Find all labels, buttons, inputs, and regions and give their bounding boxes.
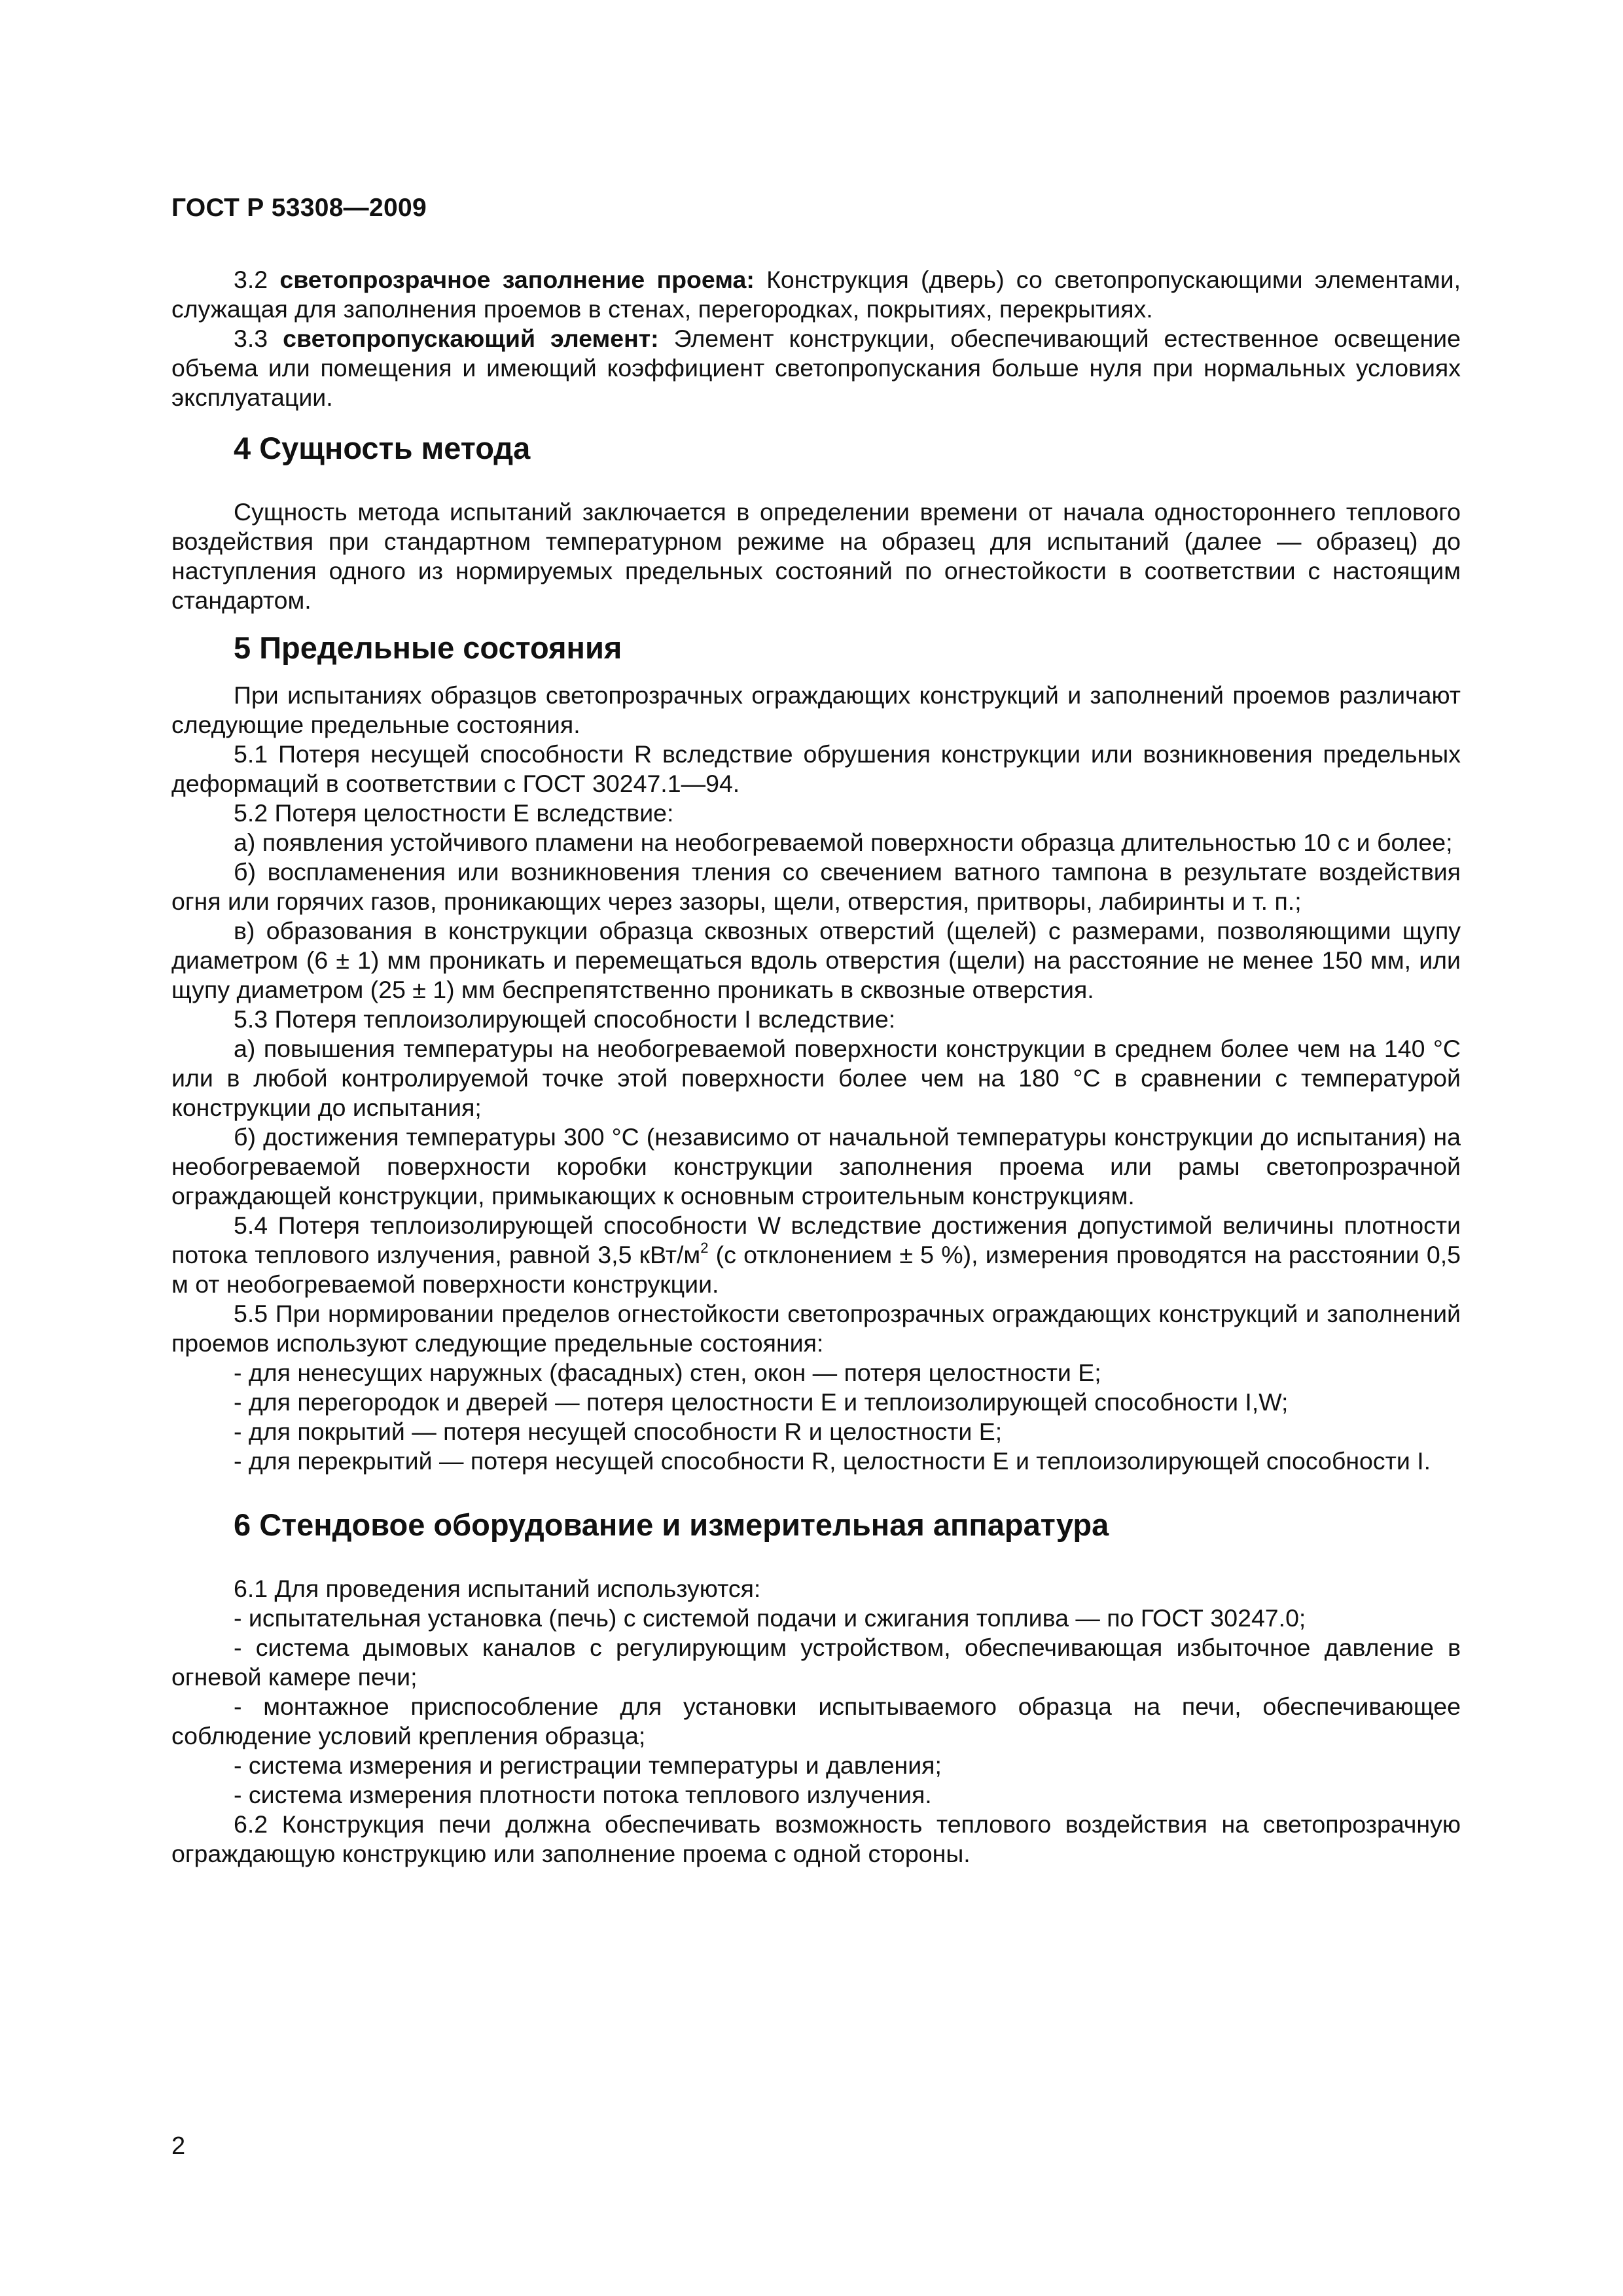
paragraph xyxy=(171,1005,1461,1034)
clause-number: 3.3 xyxy=(234,325,283,352)
paragraph xyxy=(171,1780,1461,1810)
paragraph xyxy=(171,1604,1461,1633)
paragraph-text: 5.4 Потеря теплоизолирующей способности W вследствие достижения допустимой величины плотности потока теплового излучения, равной 3,5 кВт/м xyxy=(171,1211,1461,1268)
paragraph xyxy=(171,1299,1461,1358)
paragraph xyxy=(171,1692,1461,1751)
paragraph xyxy=(171,740,1461,798)
paragraph-text: - система измерения и регистрации температуры и давления; xyxy=(234,1751,942,1779)
paragraph-text: Сущность метода испытаний заключается в определении времени от начала одностороннего теплового воздействия при стандартном температурном режиме на образец для испытаний (далее — образец) до наступления одного из нормируемых предельных состояний по огнестойкости в соответствии с настоящим стандартом. xyxy=(171,498,1461,614)
paragraph xyxy=(171,916,1461,1005)
paragraph xyxy=(171,1417,1461,1446)
page-number: 2 xyxy=(171,2132,186,2160)
paragraph-text: (с отклонением ± 5 %), измерения проводятся на расстоянии 0,5 м от необогреваемой поверхности конструкции. xyxy=(171,1241,1461,1298)
paragraph-text: - испытательная установка (печь) с системой подачи и сжигания топлива — по ГОСТ 30247.0; xyxy=(234,1604,1306,1632)
paragraph-text: в) образования в конструкции образца сквозных отверстий (щелей) с размерами, позволяющими щупу диаметром (6 ± 1) мм проникать и перемещаться вдоль отверстия (щели) на расстояние не менее 150 мм, или щупу диаметром (25 ± 1) мм беспрепятственно проникать в сквозные отверстия. xyxy=(171,917,1461,1003)
paragraph xyxy=(171,1388,1461,1417)
paragraph xyxy=(171,1633,1461,1692)
paragraph-text: б) достижения температуры 300 °С (независимо от начальной температуры конструкции до испытания) на необогреваемой поверхности коробки конструкции заполнения проема или рамы светопрозрачной ограждающей конструкции, примыкающих к основным строительным конструкциям. xyxy=(171,1123,1461,1210)
paragraph-text: - для перекрытий — потеря несущей способности R, целостности E и теплоизолирующей способности I. xyxy=(234,1447,1431,1475)
document-body xyxy=(171,265,1461,1869)
paragraph xyxy=(171,857,1461,916)
paragraph-text: - система дымовых каналов с регулирующим устройством, обеспечивающая избыточное давление в огневой камере печи; xyxy=(171,1634,1461,1691)
paragraph xyxy=(171,681,1461,740)
paragraph-text: 5.2 Потеря целостности E вследствие: xyxy=(234,799,674,827)
paragraph-text: - для покрытий — потеря несущей способности R и целостности E; xyxy=(234,1418,1003,1445)
paragraph xyxy=(171,1034,1461,1122)
paragraph xyxy=(171,1446,1461,1476)
paragraph xyxy=(171,828,1461,857)
paragraph-text: 6.1 Для проведения испытаний используются: xyxy=(234,1575,761,1602)
clause-number: 3.2 xyxy=(234,266,280,293)
paragraph-text: - монтажное приспособление для установки испытываемого образца на печи, обеспечивающее соблюдение условий крепления образца; xyxy=(171,1693,1461,1749)
paragraph-text: При испытаниях образцов светопрозрачных ограждающих конструкций и заполнений проемов различают следующие предельные состояния. xyxy=(171,681,1461,738)
paragraph-text: - для перегородок и дверей — потеря целостности E и теплоизолирующей способности I,W; xyxy=(234,1388,1289,1416)
paragraph-text: б) воспламенения или возникновения тления со свечением ватного тампона в результате воздействия огня или горячих газов, проникающих через зазоры, щели, отверстия, притворы, лабиринты и т. п.; xyxy=(171,858,1461,915)
paragraph xyxy=(171,265,1461,324)
paragraph-text: 6.2 Конструкция печи должна обеспечивать возможность теплового воздействия на светопрозрачную ограждающую конструкцию или заполнение проема с одной стороны. xyxy=(171,1810,1461,1867)
term-definition: светопропускающий элемент: xyxy=(283,325,659,352)
paragraph xyxy=(171,497,1461,615)
paragraph-text: Конструкция (дверь) со светопропускающими элементами, служащая для заполнения проемов в стенах, перегородках, покрытиях, перекрытиях. xyxy=(171,266,1461,323)
paragraph-text: - для ненесущих наружных (фасадных) стен, окон — потеря целостности E; xyxy=(234,1359,1101,1386)
paragraph xyxy=(171,798,1461,828)
paragraph-text: 5.5 При нормировании пределов огнестойкости светопрозрачных ограждающих конструкций и заполнений проемов используют следующие предельные состояния: xyxy=(171,1300,1461,1357)
paragraph xyxy=(171,1574,1461,1604)
section-heading: 5 Предельные состояния xyxy=(234,630,622,665)
document-header: ГОСТ Р 53308—2009 xyxy=(171,194,427,222)
paragraph xyxy=(171,1122,1461,1211)
section-heading: 6 Стендовое оборудование и измерительная аппаратура xyxy=(234,1507,1109,1542)
term-definition: светопрозрачное заполнение проема: xyxy=(279,266,755,293)
paragraph xyxy=(171,1810,1461,1869)
paragraph-text: а) повышения температуры на необогреваемой поверхности конструкции в среднем более чем на 140 °С или в любой контролируемой точке этой поверхности более чем на 180 °С в сравнении с температурой конструкции до испытания; xyxy=(171,1035,1461,1121)
paragraph-text: - система измерения плотности потока теплового излучения. xyxy=(234,1781,932,1808)
paragraph-text: а) появления устойчивого пламени на необогреваемой поверхности образца длительностью 10 с и более; xyxy=(234,829,1453,856)
paragraph-text: Элемент конструкции, обеспечивающий естественное освещение объема или помещения и имеющий коэффициент светопропускания больше нуля при нормальных условиях эксплуатации. xyxy=(171,325,1461,411)
paragraph xyxy=(171,1211,1461,1299)
section-heading: 4 Сущность метода xyxy=(234,431,531,465)
paragraph xyxy=(171,1751,1461,1780)
paragraph xyxy=(171,1358,1461,1388)
paragraph-text: 5.3 Потеря теплоизолирующей способности I вследствие: xyxy=(234,1005,896,1033)
paragraph-text: 5.1 Потеря несущей способности R вследствие обрушения конструкции или возникновения предельных деформаций в соответствии с ГОСТ 30247.1—94. xyxy=(171,740,1461,797)
paragraph xyxy=(171,324,1461,412)
superscript: 2 xyxy=(700,1240,709,1256)
